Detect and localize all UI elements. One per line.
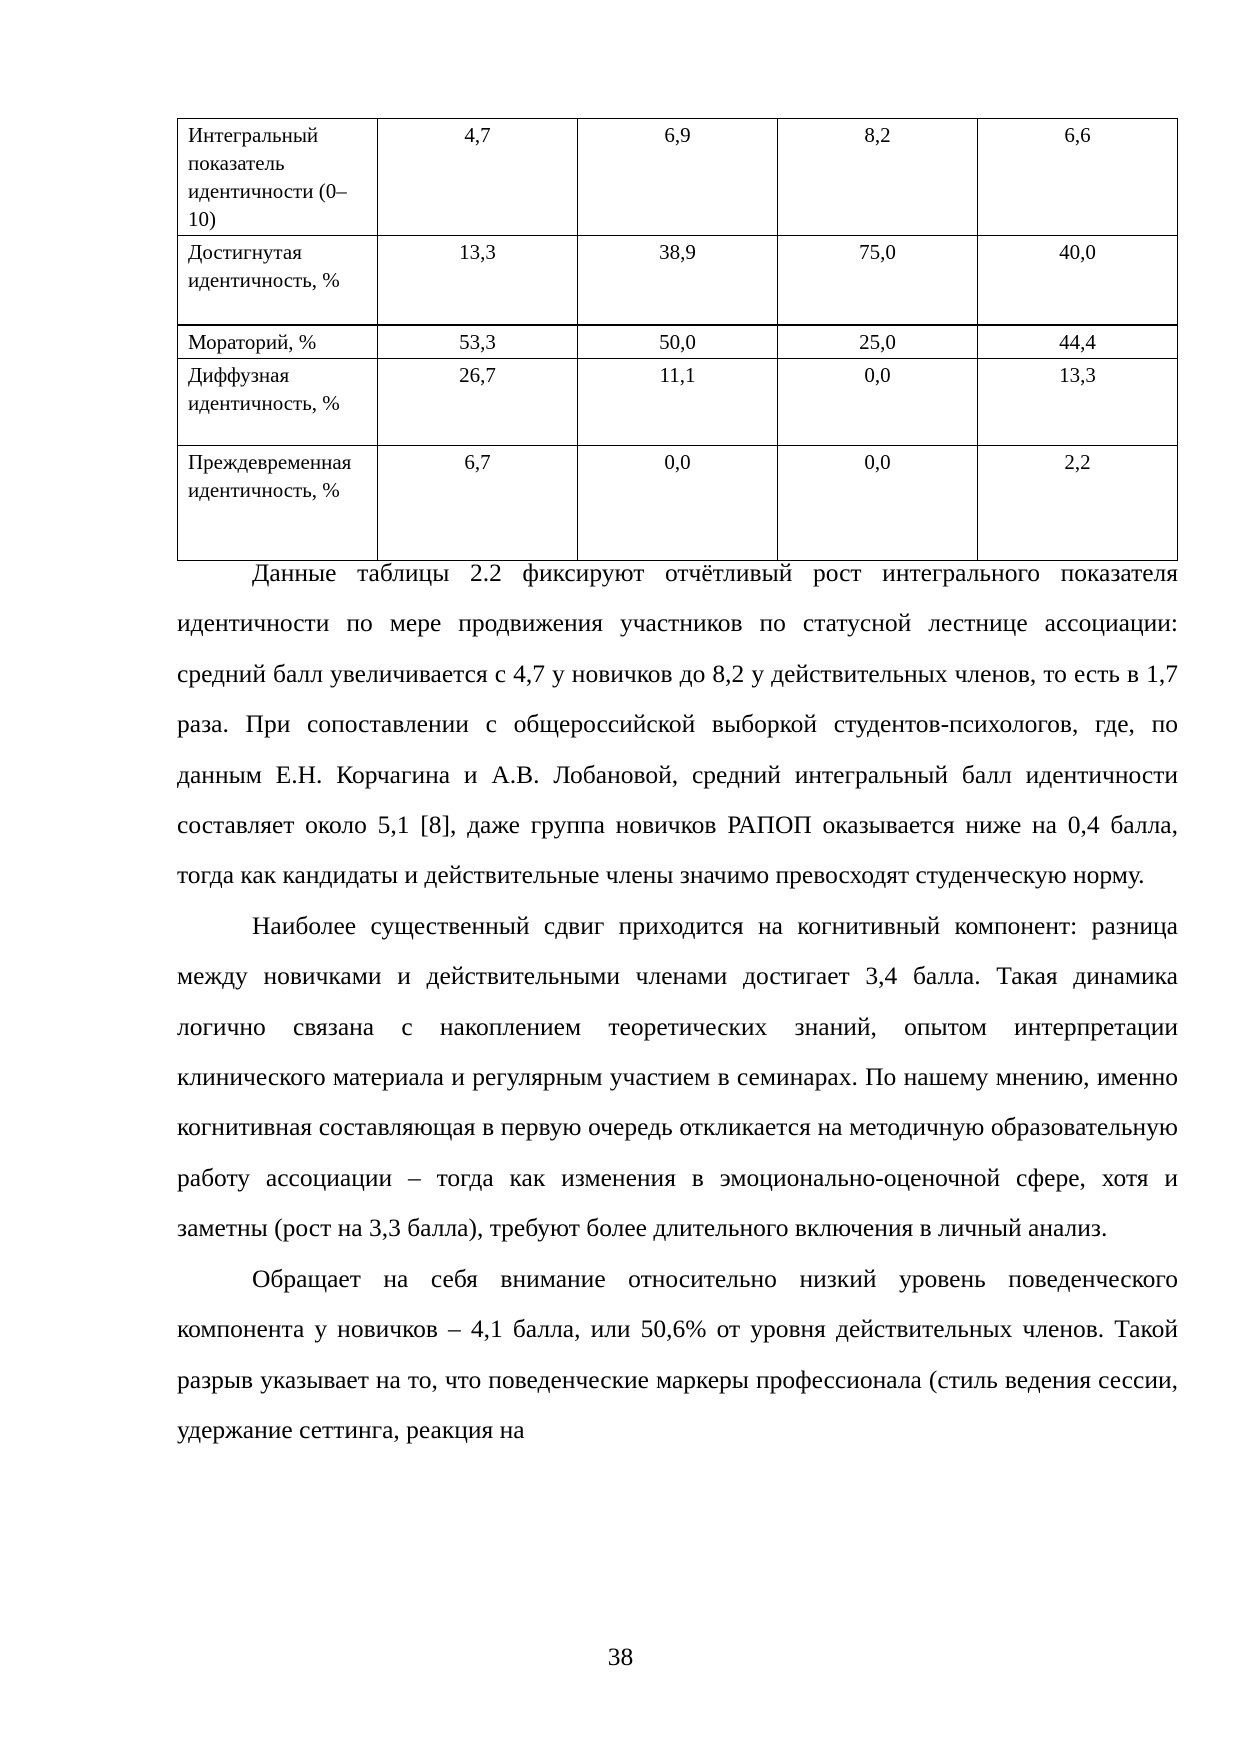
table-cell: 25,0 [778,325,978,359]
page-number: 38 [607,1642,634,1671]
table-cell: 6,7 [378,446,578,561]
table-row [178,236,1178,326]
table-cell: 4,7 [378,119,578,236]
table-row [178,119,1178,236]
table-row [178,446,1178,561]
table-cell: 0,0 [578,446,778,561]
table-cell: 44,4 [978,325,1178,359]
table-cell: 13,3 [978,359,1178,446]
table-cell: 0,0 [778,446,978,561]
table-cell: 11,1 [578,359,778,446]
table-cell: 0,0 [778,359,978,446]
row-label: Достигнутая идентичность, % [178,236,378,326]
paragraph: Данные таблицы 2.2 фиксируют отчётливый рост интегрального показателя идентичности по мере продвижения участников по статусной лестнице ассоциации: средний балл увеличивается с 4,7 у новичков до 8,2 у действительных членов, то есть в 1,7 раза. При сопоставлении с общероссийской выборкой студентов-психологов, где, по данным Е.Н. Корчагина и А.В. Лобановой, средний интегральный балл идентичности составляет около 5,1 [8], даже группа новичков РАПОП оказывается ниже на 0,4 балла, тогда как кандидаты и действительные члены значимо превосходят студенческую норму. [177,558,1178,890]
paragraph: Наиболее существенный сдвиг приходится на когнитивный компонент: разница между новичками и действительными членами достигает 3,4 балла. Такая динамика логично связана с накоплением теоретических знаний, опытом интерпретации клинического материала и регулярным участием в семинарах. По нашему мнению, именно когнитивная составляющая в первую очередь откликается на методичную образовательную работу ассоциации – тогда как изменения в эмоционально-оценочной сфере, хотя и заметны (рост на 3,3 балла), требуют более длительного включения в личный анализ. [177,910,1178,1243]
table-cell: 2,2 [978,446,1178,561]
row-label: Мораторий, % [178,325,378,359]
table-row [178,359,1178,446]
table-cell: 26,7 [378,359,578,446]
table-cell: 38,9 [578,236,778,326]
table-cell: 6,9 [578,119,778,236]
table-cell: 40,0 [978,236,1178,326]
table-cell: 53,3 [378,325,578,359]
row-label: Диффузная идентичность, % [178,359,378,446]
table-cell: 13,3 [378,236,578,326]
body-text [177,548,1178,1455]
table-cell: 6,6 [978,119,1178,236]
row-label: Преждевременная идентичность, % [178,446,378,561]
paragraph: Обращает на себя внимание относительно низкий уровень поведенческого компонента у новичков – 4,1 балла, или 50,6% от уровня действительных членов. Такой разрыв указывает на то, что поведенческие маркеры профессионала (стиль ведения сессии, удержание сеттинга, реакция на [177,1263,1178,1444]
identity-table [177,118,1178,561]
table-cell: 75,0 [778,236,978,326]
table-cell: 8,2 [778,119,978,236]
table-row [178,325,1178,359]
table-cell: 50,0 [578,325,778,359]
row-label: Интегральный показатель идентичности (0–10) [178,119,378,236]
